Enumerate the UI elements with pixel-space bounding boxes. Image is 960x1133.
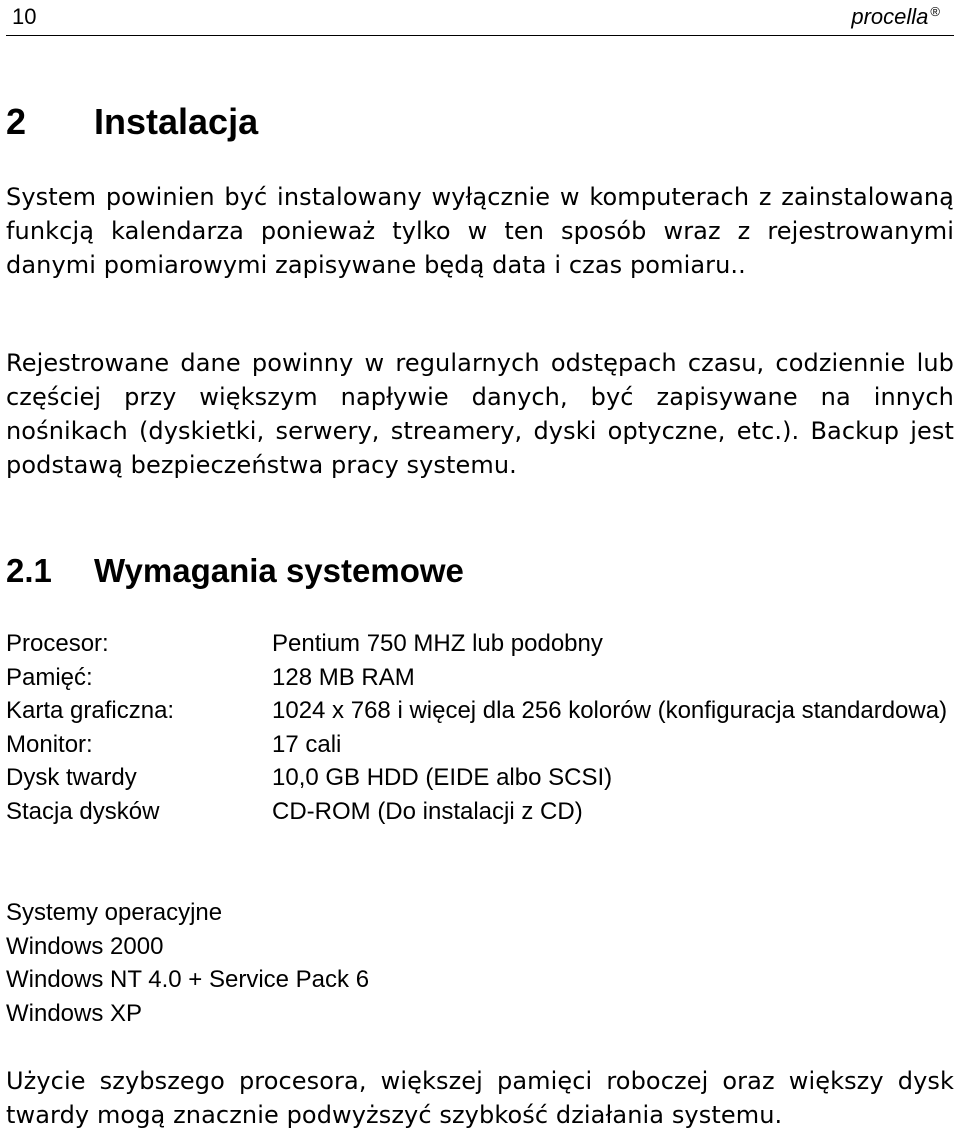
requirement-row: [6, 761, 956, 795]
requirement-row: [6, 694, 956, 728]
requirement-label: Stacja dysków: [6, 797, 160, 825]
os-heading: Systemy operacyjne: [6, 899, 223, 926]
requirement-value: 128 MB RAM: [272, 663, 415, 691]
section-number: 2: [6, 101, 27, 142]
requirement-value: 10,0 GB HDD (EIDE albo SCSI): [272, 764, 613, 791]
os-list-item: Windows XP: [6, 999, 143, 1027]
backup-paragraph: Rejestrowane dane powinny w regularnych odstępach czasu, codziennie lub częściej przy większym napływie danych, być zapisywane na innych nośnikach (dyskietki, serwery, streamery, dyski optyczne, etc.). Backup jest podstawą bezpieczeństwa pracy systemu.: [6, 349, 954, 479]
section-title: Instalacja: [94, 101, 259, 142]
requirement-label: Karta graficzna:: [6, 697, 175, 724]
page-header: [6, 0, 954, 36]
os-list-item: Windows NT 4.0 + Service Pack 6: [6, 966, 370, 993]
subsection-heading: [6, 549, 464, 593]
requirement-row: [6, 627, 956, 661]
requirement-value: 1024 x 768 i więcej dla 256 kolorów (konfiguracja standardowa): [272, 697, 948, 724]
requirements-table: [6, 627, 956, 828]
requirement-row: [6, 661, 956, 695]
subsection-title: Wymagania systemowe: [94, 552, 464, 589]
requirement-value: Pentium 750 MHZ lub podobny: [272, 630, 603, 657]
brand-label: procella: [851, 4, 929, 29]
performance-note-paragraph: Użycie szybszego procesora, większej pamięci roboczej oraz większy dysk twardy mogą znacznie podwyższyć szybkość działania systemu.: [6, 1067, 954, 1129]
intro-paragraph: System powinien być instalowany wyłącznie w komputerach z zainstalowaną funkcją kalendarza ponieważ tylko w ten sposób wraz z rejestrowanymi danymi pomiarowymi zapisywane będą data i czas pomiaru..: [6, 183, 954, 279]
subsection-number: 2.1: [6, 552, 52, 589]
registered-mark-icon: ®: [930, 3, 940, 19]
requirement-label: Pamięć:: [6, 663, 93, 691]
requirement-label: Procesor:: [6, 630, 109, 657]
requirement-value: CD-ROM (Do instalacji z CD): [272, 797, 583, 825]
requirement-row: [6, 795, 956, 829]
section-heading: [6, 100, 258, 144]
requirement-row: [6, 728, 956, 762]
brand-name: [851, 3, 940, 31]
requirement-label: Monitor:: [6, 730, 93, 758]
page-number: 10: [12, 4, 37, 29]
requirement-label: Dysk twardy: [6, 764, 137, 791]
os-list-item: Windows 2000: [6, 932, 164, 960]
requirement-value: 17 cali: [272, 730, 342, 758]
operating-systems-block: [6, 896, 369, 1030]
